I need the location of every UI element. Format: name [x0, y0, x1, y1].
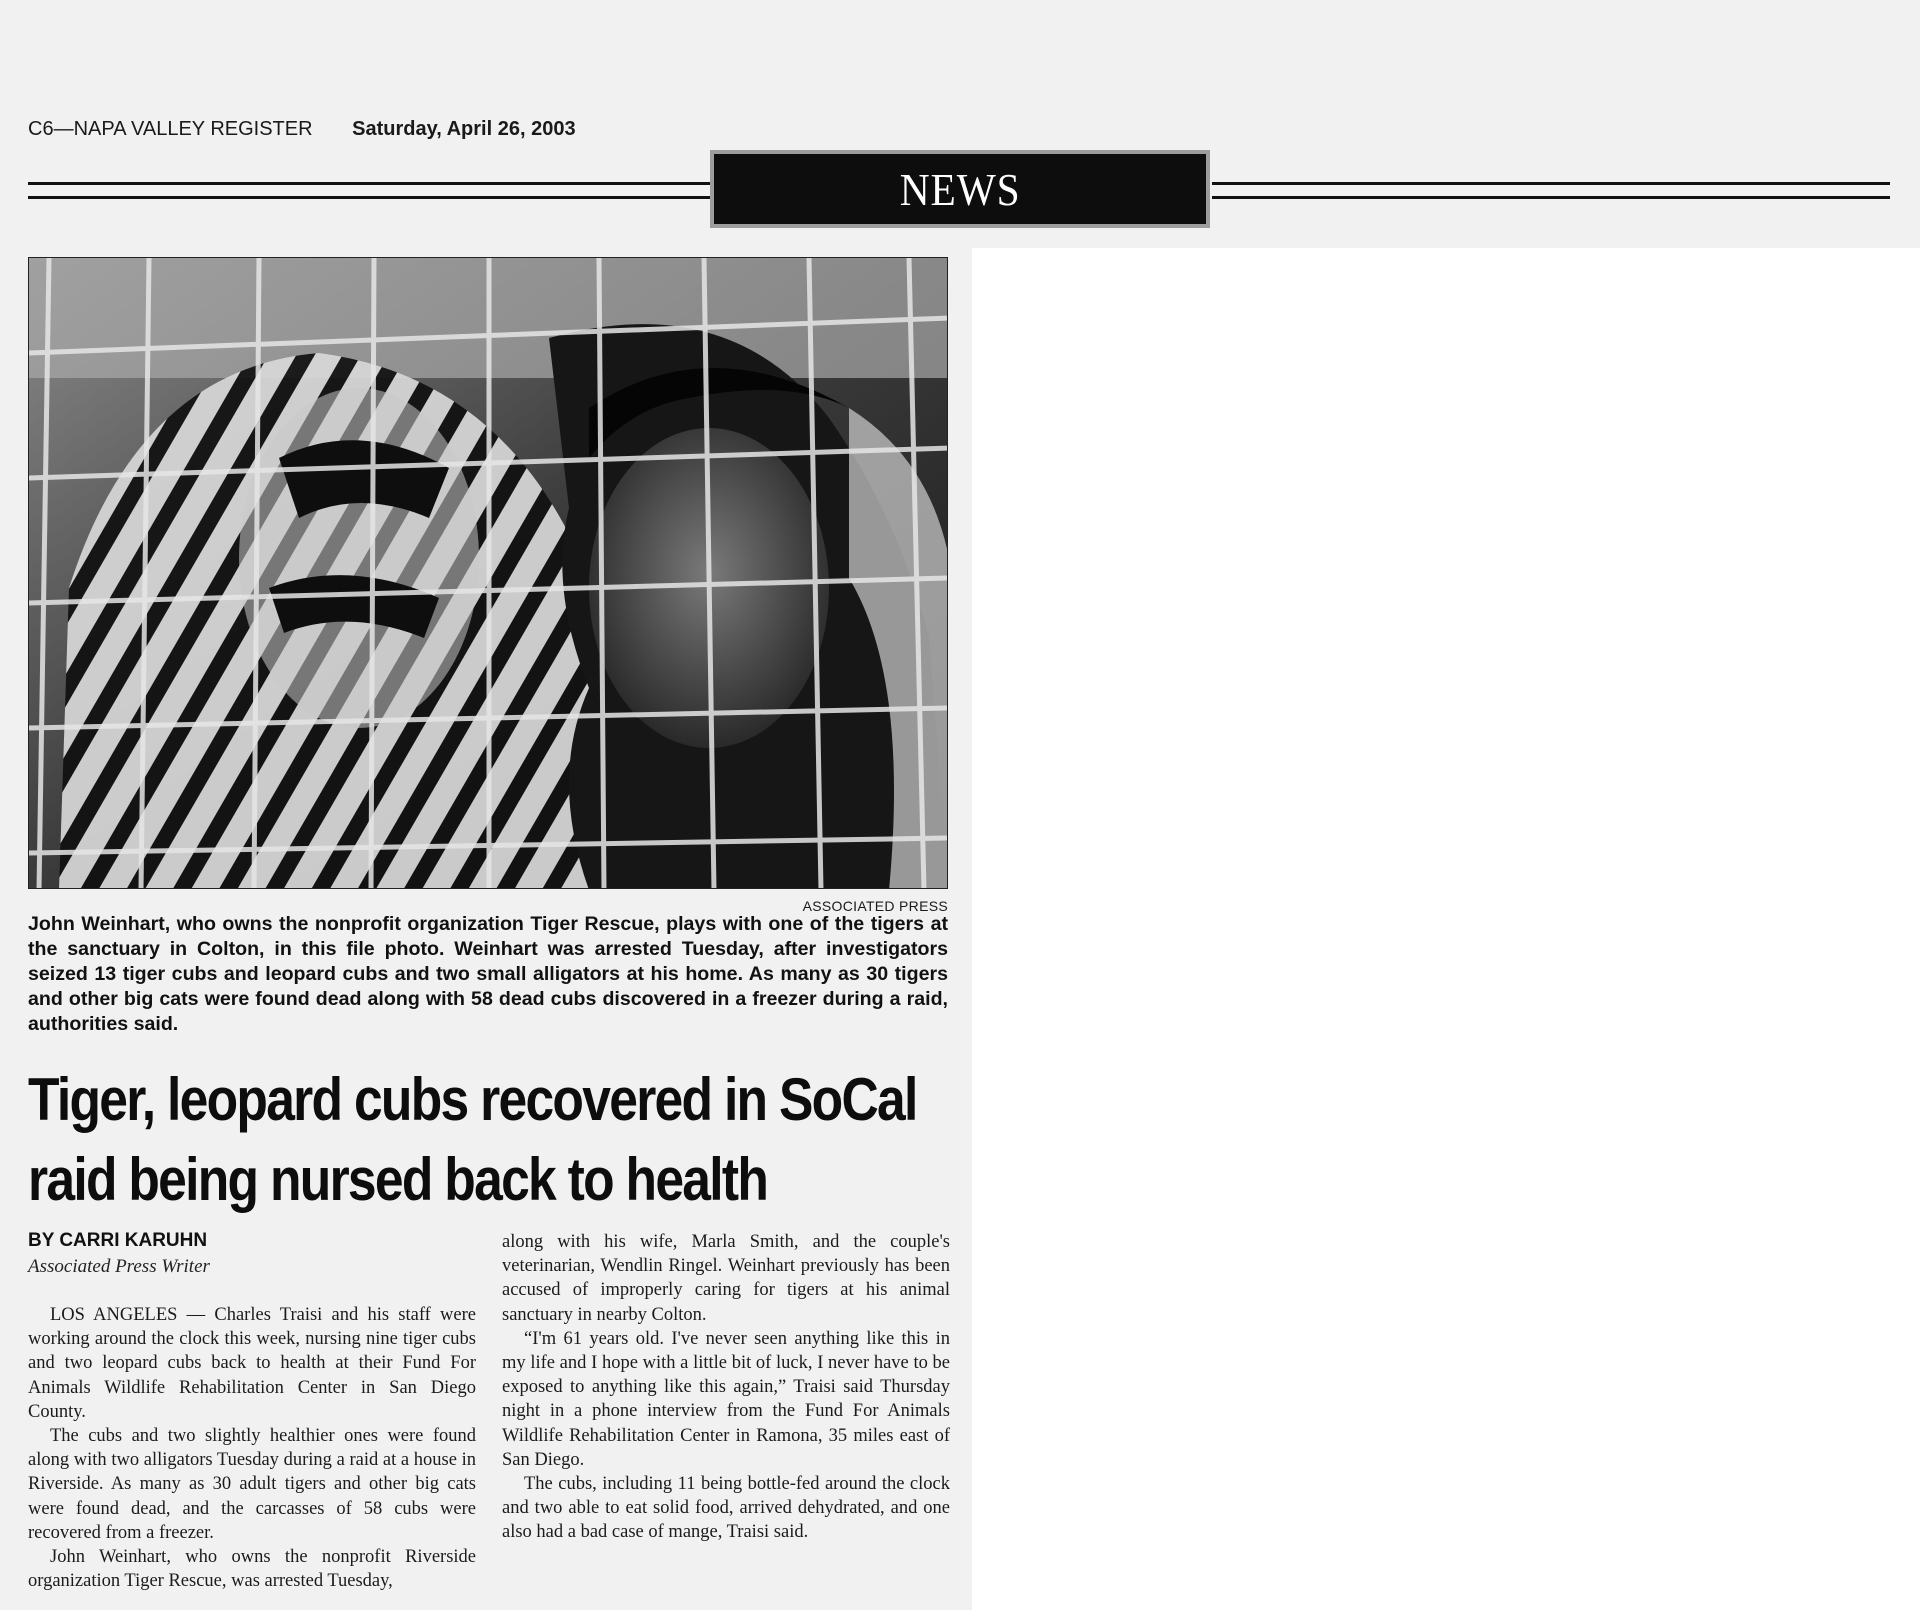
- author-role: Associated Press Writer: [28, 1256, 210, 1277]
- paragraph: along with his wife, Marla Smith, and the couple's veterinarian, Wendlin Ringel. Weinhart previously has been accused of improperly caring for tigers at his animal sanctuary in nearby Colton.: [502, 1232, 950, 1325]
- section-banner: [710, 150, 1210, 228]
- page-date: Saturday, April 26, 2003: [352, 118, 576, 140]
- article-column-1: [28, 1303, 476, 1593]
- header-rule-left: [28, 182, 710, 199]
- article-column-2: [502, 1230, 950, 1545]
- page-folio: [28, 118, 576, 141]
- paragraph: The cubs, including 11 being bottle-fed around the clock and two able to eat solid food, arrived dehydrated, and one also had a bad case of mange, Traisi said.: [502, 1474, 950, 1543]
- photo-illustration: [29, 258, 948, 889]
- article-byline: BY CARRI KARUHN: [28, 1230, 208, 1251]
- news-photo: [28, 257, 948, 889]
- photo-caption: John Weinhart, who owns the nonprofit organization Tiger Rescue, plays with one of the tigers at the sanctuary in Colton, in this file photo. Weinhart was arrested Tuesday, after investigators seized 13 tiger cubs and leopard cubs and two small alligators at his home. As many as 30 tigers and other big cats were found dead along with 58 dead cubs discovered in a freezer during a raid, authorities said.: [28, 913, 948, 1035]
- article-headline: Tiger, leopard cubs recovered in SoCal raid being nursed back to health: [28, 1066, 917, 1213]
- page-publication: C6—NAPA VALLEY REGISTER: [28, 118, 313, 140]
- paragraph: “I'm 61 years old. I've never seen anything like this in my life and I hope with a little bit of luck, I never have to be exposed to anything like this again,” Traisi said Thursday night in a phone interview from the Fund For Animals Wildlife Rehabilitation Center in Ramona, 35 miles east of San Diego.: [502, 1328, 950, 1470]
- section-title: NEWS: [899, 163, 1021, 215]
- header-rule-right: [1212, 182, 1890, 199]
- paragraph: LOS ANGELES — Charles Traisi and his staff were working around the clock this week, nursing nine tiger cubs and two leopard cubs back to health at their Fund For Animals Wildlife Rehabilitation Center in San Diego County.: [28, 1305, 476, 1422]
- paragraph: The cubs and two slightly healthier ones were found along with two alligators Tuesday during a raid at a house in Riverside. As many as 30 adult tigers and other big cats were found dead, and the carcasses of 58 cubs were recovered from a freezer.: [28, 1426, 476, 1543]
- paragraph: John Weinhart, who owns the nonprofit Riverside organization Tiger Rescue, was arrested Tuesday,: [28, 1547, 476, 1592]
- photo-credit: ASSOCIATED PRESS: [802, 898, 948, 914]
